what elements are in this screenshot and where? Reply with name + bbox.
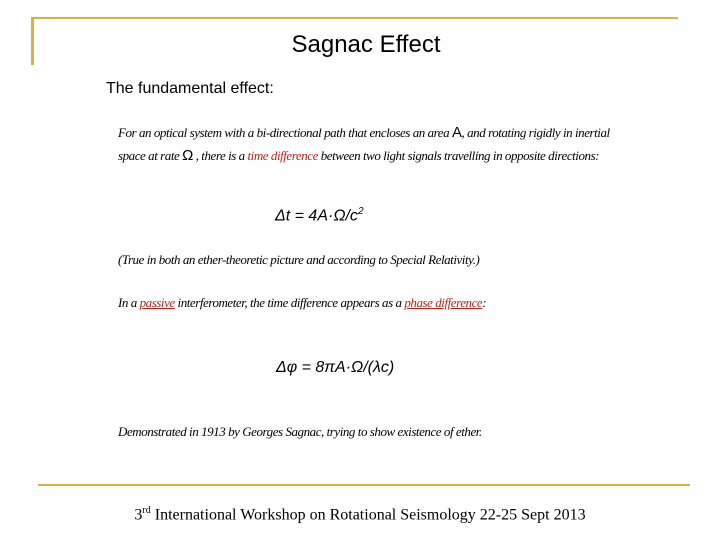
- footer-ordinal-suffix: rd: [142, 505, 151, 516]
- intro-text-2: , and rotating rigidly in inertial space at rate: [118, 125, 610, 163]
- intro-paragraph: [118, 121, 618, 167]
- highlight-phase-difference: phase difference: [404, 295, 483, 310]
- interferometer-text-1: In a: [118, 295, 137, 310]
- footer-caption: [0, 505, 720, 524]
- slide-subtitle: The fundamental effect:: [106, 80, 274, 97]
- history-note: Demonstrated in 1913 by Georges Sagnac, trying to show existence of ether.: [118, 424, 482, 439]
- interferometer-text-2: interferometer, the time difference appears as a: [177, 295, 402, 310]
- phase-difference-formula: Δφ = 8πA·Ω/(λc): [276, 359, 395, 376]
- intro-text-4: between two light signals travelling in opposite directions:: [320, 148, 600, 163]
- highlight-passive: passive: [139, 295, 175, 310]
- formula-time-main: Δt = 4A·Ω/c: [275, 207, 358, 225]
- slide-title: Sagnac Effect: [291, 31, 441, 58]
- bottom-divider: [38, 484, 690, 486]
- interferometer-paragraph: [118, 295, 486, 311]
- formula-time-exponent: 2: [357, 206, 364, 217]
- top-divider: [31, 17, 678, 19]
- footer-ordinal: 3: [134, 506, 143, 524]
- highlight-time-difference: time difference: [247, 148, 318, 163]
- footer-text: International Workshop on Rotational Seismology 22-25 Sept 2013: [154, 506, 586, 524]
- rate-symbol: Ω: [182, 147, 193, 164]
- interferometer-text-3: :: [482, 295, 487, 310]
- area-symbol: A: [451, 124, 462, 141]
- intro-text-1: For an optical system with a bi-directional path that encloses an area: [118, 125, 450, 140]
- intro-text-3: , there is a: [195, 148, 245, 163]
- relativity-note: (True in both an ether-theoretic picture and according to Special Relativity.): [118, 252, 480, 267]
- time-difference-formula: [275, 206, 364, 225]
